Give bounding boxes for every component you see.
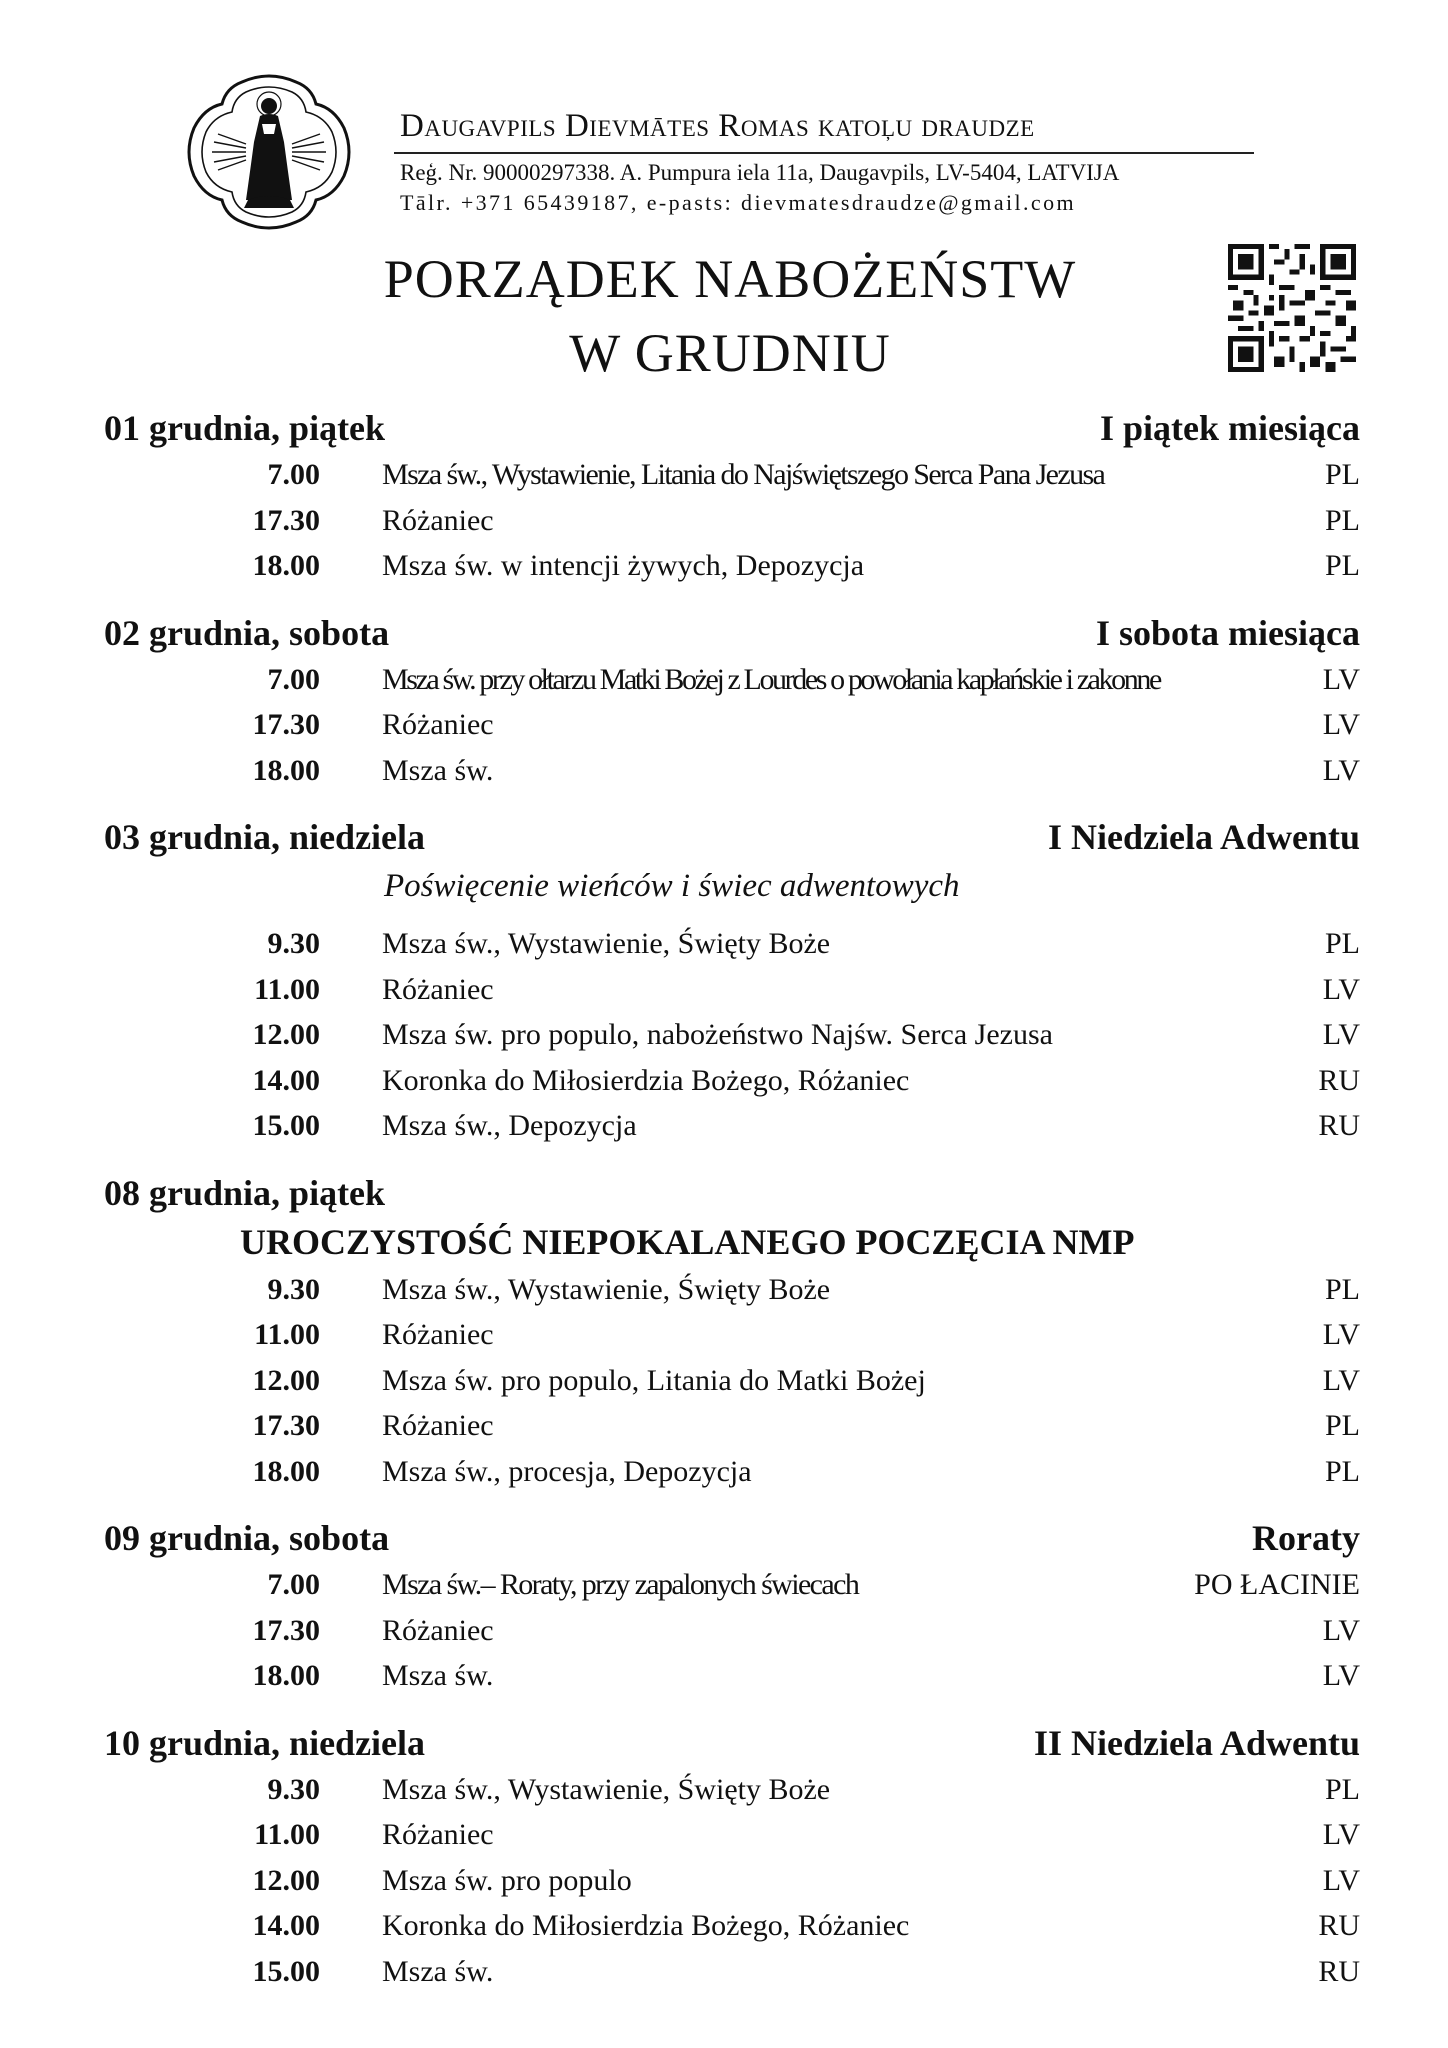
service-description: Msza św., procesja, Depozycja: [382, 1454, 752, 1488]
service-time: 12.00: [252, 1863, 320, 1897]
service-language: RU: [1318, 1909, 1360, 1942]
service-language: LV: [1322, 708, 1360, 741]
service-time: 15.00: [252, 1109, 320, 1142]
service-description: Msza św., Wystawienie, Święty Boże: [382, 1772, 831, 1806]
schedule-row: [104, 1562, 1360, 1608]
service-language: LV: [1322, 1818, 1360, 1851]
qr-code-icon: [1228, 244, 1356, 372]
day-note: Poświęcenie wieńców i świec adwentowych: [384, 868, 960, 904]
service-description: Różaniec: [382, 503, 494, 537]
schedule-row: [104, 1403, 1360, 1449]
service-time: 18.00: [252, 1659, 320, 1692]
service-description: Msza św., Wystawienie, Litania do Najświętszego Serca Pana Jezusa: [382, 458, 1105, 491]
schedule-row: [104, 748, 1360, 794]
day-block: [104, 813, 1360, 1149]
service-language: PL: [1324, 549, 1360, 582]
day-date: 02 grudnia, sobota: [104, 612, 390, 653]
day-header: [104, 404, 1360, 452]
title-line-1: PORZĄDEK NABOŻEŃSTW: [383, 249, 1077, 309]
service-description: Msza św. przy ołtarzu Matki Bożej z Lourdes o powołania kapłańskie i zakonne: [382, 662, 1160, 696]
service-language: LV: [1322, 753, 1360, 787]
schedule-row: [104, 1103, 1360, 1149]
day-feast: Roraty: [1252, 1518, 1360, 1558]
schedule-row: [104, 1858, 1360, 1904]
service-time: 9.30: [267, 1772, 320, 1806]
schedule-row: [104, 1267, 1360, 1313]
service-time: 17.30: [252, 503, 320, 537]
day-feast: I piątek miesiąca: [1100, 408, 1360, 448]
service-description: Różaniec: [382, 708, 494, 741]
day-date: 09 grudnia, sobota: [104, 1518, 390, 1558]
service-time: 12.00: [252, 1018, 320, 1051]
day-block: [104, 1169, 1360, 1495]
schedule-row: [104, 1312, 1360, 1358]
service-description: Msza św., Wystawienie, Święty Boże: [382, 927, 831, 960]
parish-header: [184, 72, 1274, 232]
service-language: PO ŁACINIE: [1194, 1568, 1360, 1601]
day-header: [104, 813, 1360, 861]
service-description: Koronka do Miłosierdzia Bożego, Różaniec: [382, 1909, 910, 1942]
service-time: 17.30: [252, 1409, 320, 1442]
registration-address-line: Reģ. Nr. 90000297338. A. Pumpura iela 11a, Daugavpils, LV-5404, LATVIJA: [400, 160, 1120, 185]
schedule-row: [104, 1608, 1360, 1654]
service-language: PL: [1324, 1454, 1360, 1488]
service-time: 18.00: [252, 1454, 320, 1488]
service-description: Różaniec: [382, 1818, 494, 1851]
service-time: 18.00: [252, 753, 320, 787]
contact-line: Tālr. +371 65439187, e-pasts: dievmatesdraudze@gmail.com: [400, 190, 1076, 215]
service-description: Msza św.: [382, 753, 494, 787]
service-time: 11.00: [254, 972, 320, 1006]
service-language: PL: [1324, 1409, 1360, 1442]
service-description: Różaniec: [382, 1409, 494, 1442]
service-language: PL: [1324, 1272, 1360, 1306]
solemnity-title: UROCZYSTOŚĆ NIEPOKALANEGO POCZĘCIA NMP: [240, 1221, 1135, 1262]
service-time: 12.00: [252, 1363, 320, 1397]
day-block: [104, 609, 1360, 794]
day-header: [104, 1514, 1360, 1562]
service-language: LV: [1322, 1659, 1360, 1692]
service-description: Msza św. pro populo: [382, 1863, 632, 1897]
service-description: Msza św.: [382, 1659, 494, 1692]
service-language: RU: [1318, 1063, 1360, 1097]
service-time: 7.00: [267, 662, 320, 696]
page-title: [340, 242, 1120, 390]
service-language: PL: [1324, 458, 1360, 491]
schedule-row: [104, 1949, 1360, 1995]
day-block: [104, 1719, 1360, 1995]
service-time: 11.00: [254, 1818, 320, 1851]
service-time: 17.30: [252, 1613, 320, 1647]
schedule-row: [104, 1058, 1360, 1104]
schedule-row: [104, 543, 1360, 589]
day-date: 03 grudnia, niedziela: [104, 817, 426, 857]
day-header: [104, 1169, 1360, 1217]
schedule-row: [104, 1767, 1360, 1813]
day-block: [104, 404, 1360, 589]
service-description: Różaniec: [382, 972, 494, 1006]
service-language: LV: [1322, 1613, 1360, 1647]
madonna-emblem-icon: [184, 72, 354, 232]
header-divider: [394, 152, 1254, 154]
schedule-row: [104, 452, 1360, 498]
service-description: Msza św. pro populo, nabożeństwo Najśw. Serca Jezusa: [382, 1018, 1053, 1051]
day-feast: I sobota miesiąca: [1096, 612, 1360, 653]
service-time: 9.30: [267, 927, 320, 960]
service-description: Msza św. w intencji żywych, Depozycja: [382, 549, 865, 582]
schedule-row: [104, 1812, 1360, 1858]
day-feast: II Niedziela Adwentu: [1033, 1722, 1360, 1763]
day-date: 10 grudnia, niedziela: [104, 1722, 426, 1763]
service-language: PL: [1324, 927, 1360, 960]
service-time: 14.00: [252, 1063, 320, 1097]
parish-name: Daugavpils Dievmātes Romas katoļu draudze: [400, 108, 1035, 144]
service-language: LV: [1322, 972, 1360, 1006]
schedule-row: [104, 1653, 1360, 1699]
title-line-2: W GRUDNIU: [569, 323, 891, 383]
service-language: RU: [1318, 1954, 1360, 1988]
day-date: 01 grudnia, piątek: [104, 408, 386, 448]
service-description: Msza św.– Roraty, przy zapalonych świecach: [382, 1568, 859, 1601]
service-language: LV: [1322, 1863, 1360, 1897]
day-feast: I Niedziela Adwentu: [1047, 817, 1360, 857]
schedule-row: [104, 1012, 1360, 1058]
schedule-row: [104, 1358, 1360, 1404]
service-description: Msza św.: [382, 1954, 494, 1988]
service-description: Różaniec: [382, 1318, 494, 1351]
service-time: 14.00: [252, 1909, 320, 1942]
service-time: 18.00: [252, 549, 320, 582]
service-time: 7.00: [267, 458, 320, 491]
schedule-row: [104, 921, 1360, 967]
service-language: LV: [1322, 1018, 1360, 1051]
service-time: 7.00: [267, 1568, 320, 1601]
day-header: [104, 1719, 1360, 1767]
day-date: 08 grudnia, piątek: [104, 1172, 386, 1213]
schedule-row: [104, 702, 1360, 748]
service-description: Msza św., Depozycja: [382, 1109, 637, 1142]
schedule-row: [104, 1449, 1360, 1495]
service-time: 9.30: [267, 1272, 320, 1306]
service-description: Koronka do Miłosierdzia Bożego, Różaniec: [382, 1063, 910, 1097]
service-description: Msza św., Wystawienie, Święty Boże: [382, 1272, 831, 1306]
service-language: RU: [1318, 1109, 1360, 1142]
service-description: Różaniec: [382, 1613, 494, 1647]
service-language: PL: [1324, 1772, 1360, 1806]
service-language: LV: [1322, 1318, 1360, 1351]
schedule-row: [104, 1903, 1360, 1949]
schedule-row: [104, 657, 1360, 703]
service-description: Msza św. pro populo, Litania do Matki Bożej: [382, 1363, 926, 1397]
schedule-row: [104, 498, 1360, 544]
service-language: LV: [1322, 662, 1360, 696]
schedule-row: [104, 967, 1360, 1013]
day-header: [104, 609, 1360, 657]
service-language: LV: [1322, 1363, 1360, 1397]
service-time: 11.00: [254, 1318, 320, 1351]
day-block: [104, 1514, 1360, 1699]
service-time: 15.00: [252, 1954, 320, 1988]
service-schedule: [104, 404, 1360, 2014]
service-language: PL: [1324, 503, 1360, 537]
service-time: 17.30: [252, 708, 320, 741]
